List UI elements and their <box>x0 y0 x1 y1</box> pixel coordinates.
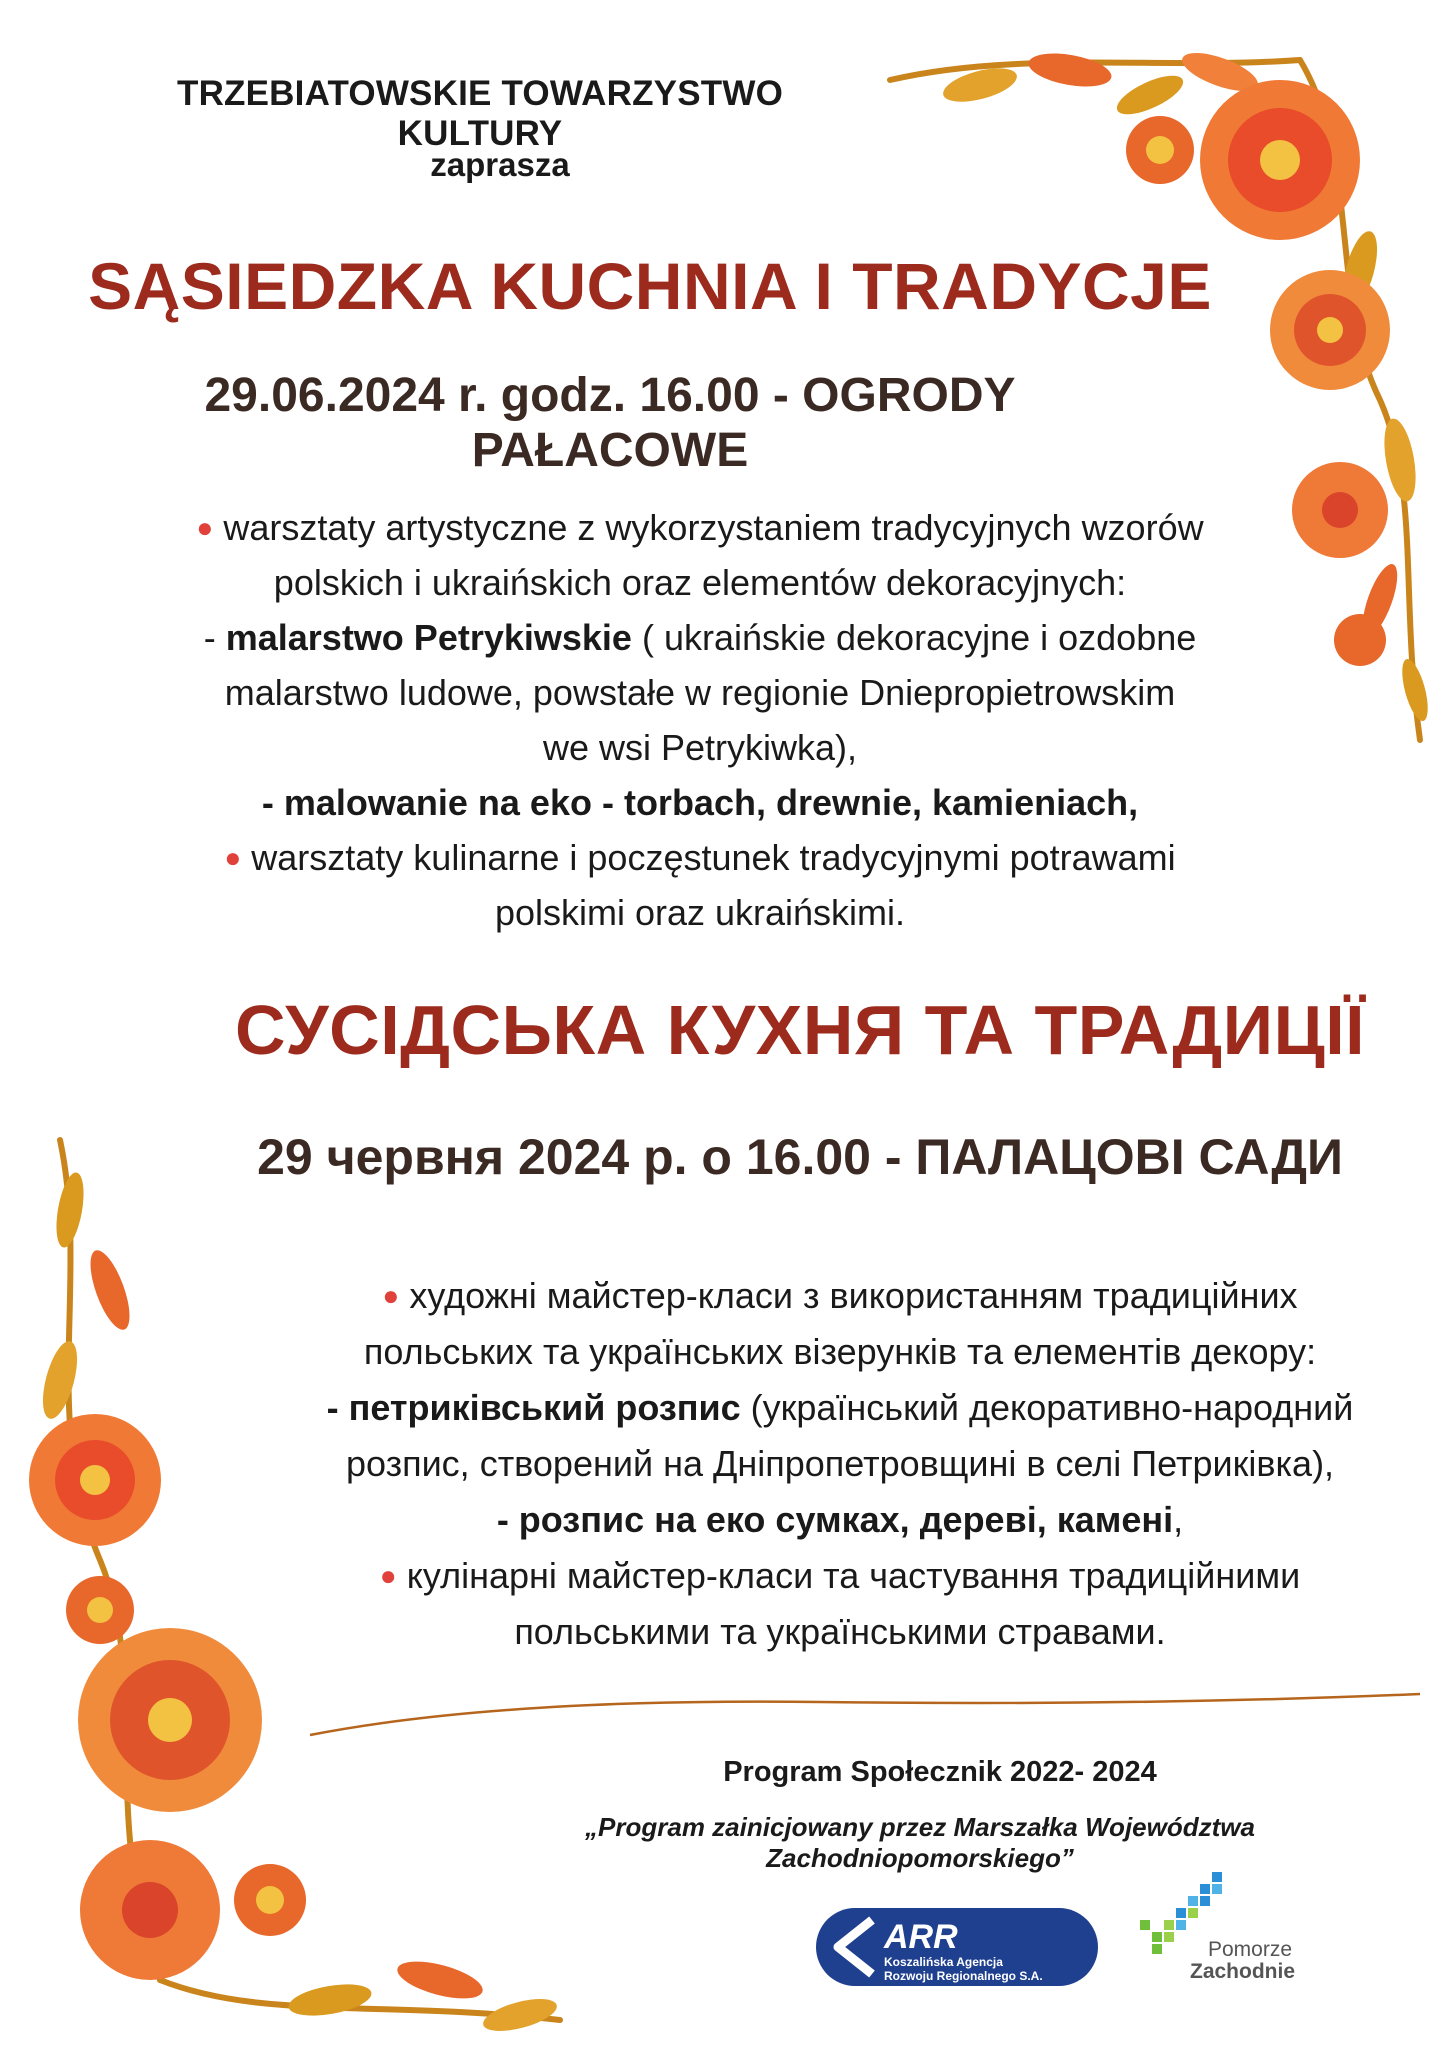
ukrainian-line <box>240 1268 1440 1324</box>
ukrainian-line-text: кулінарні майстер-класи та частування традиційними <box>406 1555 1301 1596</box>
organizer-name: TRZEBIATOWSKIE TOWARZYSTWO KULTURY <box>176 74 783 153</box>
polish-line <box>60 610 1340 665</box>
bullet-icon: ● <box>379 1560 397 1591</box>
polish-emphasis: malarstwo Petrykiwskie <box>225 617 632 658</box>
polish-date-line: 29.06.2024 r. godz. 16.00 - OGRODY PAŁACOWE <box>204 369 1016 477</box>
ukrainian-line-text: художні майстер-класи з використанням традиційних <box>409 1275 1298 1316</box>
bullet-icon: ● <box>382 1280 400 1311</box>
ukrainian-line-text: , <box>1173 1499 1184 1540</box>
invite-text: zaprasza <box>430 146 570 183</box>
ukrainian-line <box>240 1548 1440 1604</box>
ukrainian-date-line: 29 червня 2024 р. о 16.00 - ПАЛАЦОВІ САДИ <box>257 1129 1343 1185</box>
polish-emphasis: - malowanie na eko - torbach, drewnie, kamieniach, <box>261 782 1139 823</box>
polish-title: SĄSIEDZKA KUCHNIA I TRADYCJE <box>88 249 1212 323</box>
ukrainian-title: СУСІДСЬКА КУХНЯ ТА ТРАДИЦІЇ <box>234 991 1365 1069</box>
pomorze-zachodnie-logo-icon <box>1138 1866 1318 1986</box>
polish-line-text: warsztaty kulinarne i poczęstunek tradycyjnymi potrawami <box>251 837 1176 878</box>
polish-line <box>60 830 1340 885</box>
polish-line-text: warsztaty artystyczne z wykorzystaniem tradycyjnych wzorów <box>223 507 1204 548</box>
polish-line: we wsi Petrykiwka), <box>542 727 858 768</box>
pomorze-line2: Zachodnie <box>1190 1960 1296 1983</box>
arr-line2: Rozwoju Regionalnego S.A. <box>884 1969 1043 1983</box>
polish-description <box>60 500 1340 940</box>
ukrainian-emphasis: - розпис на еко сумках, дереві, камені <box>496 1499 1174 1540</box>
ukrainian-line <box>240 1380 1440 1436</box>
polish-line <box>60 775 1340 830</box>
ukrainian-description <box>240 1268 1440 1660</box>
pomorze-line1: Pomorze <box>1208 1938 1293 1961</box>
polish-line-text: ( ukraińskie dekoracyjne i ozdobne <box>631 617 1197 658</box>
arr-letters: ARR <box>884 1918 958 1956</box>
program-note: „Program zainicjowany przez Marszałka Województwa Zachodniopomorskiego” <box>585 1812 1255 1873</box>
polish-line: polskimi oraz ukraińskimi. <box>494 892 906 933</box>
arr-logo-icon <box>814 1906 1100 1988</box>
dash: - <box>203 617 226 658</box>
ukrainian-line <box>240 1492 1440 1548</box>
program-name: Program Społecznik 2022- 2024 <box>723 1756 1157 1788</box>
bullet-icon: ● <box>196 512 214 543</box>
footer-divider <box>300 1690 1430 1740</box>
ukrainian-line: польських та українських візерунків та елементів декору: <box>363 1331 1317 1372</box>
polish-line: polskich i ukraińskich oraz elementów dekoracyjnych: <box>273 562 1127 603</box>
ukrainian-line: польськими та українськими стравами. <box>514 1611 1166 1652</box>
ukrainian-line-text: (український декоративно-народний <box>740 1387 1354 1428</box>
ukrainian-emphasis: - петриківський розпис <box>326 1387 741 1428</box>
bullet-icon: ● <box>224 842 242 873</box>
polish-line <box>60 500 1340 555</box>
arr-line1: Koszalińska Agencja <box>884 1955 1003 1969</box>
polish-line: malarstwo ludowe, powstałe w regionie Dniepropietrowskim <box>224 672 1176 713</box>
ukrainian-line: розпис, створений на Дніпропетровщині в селі Петриківка), <box>345 1443 1335 1484</box>
